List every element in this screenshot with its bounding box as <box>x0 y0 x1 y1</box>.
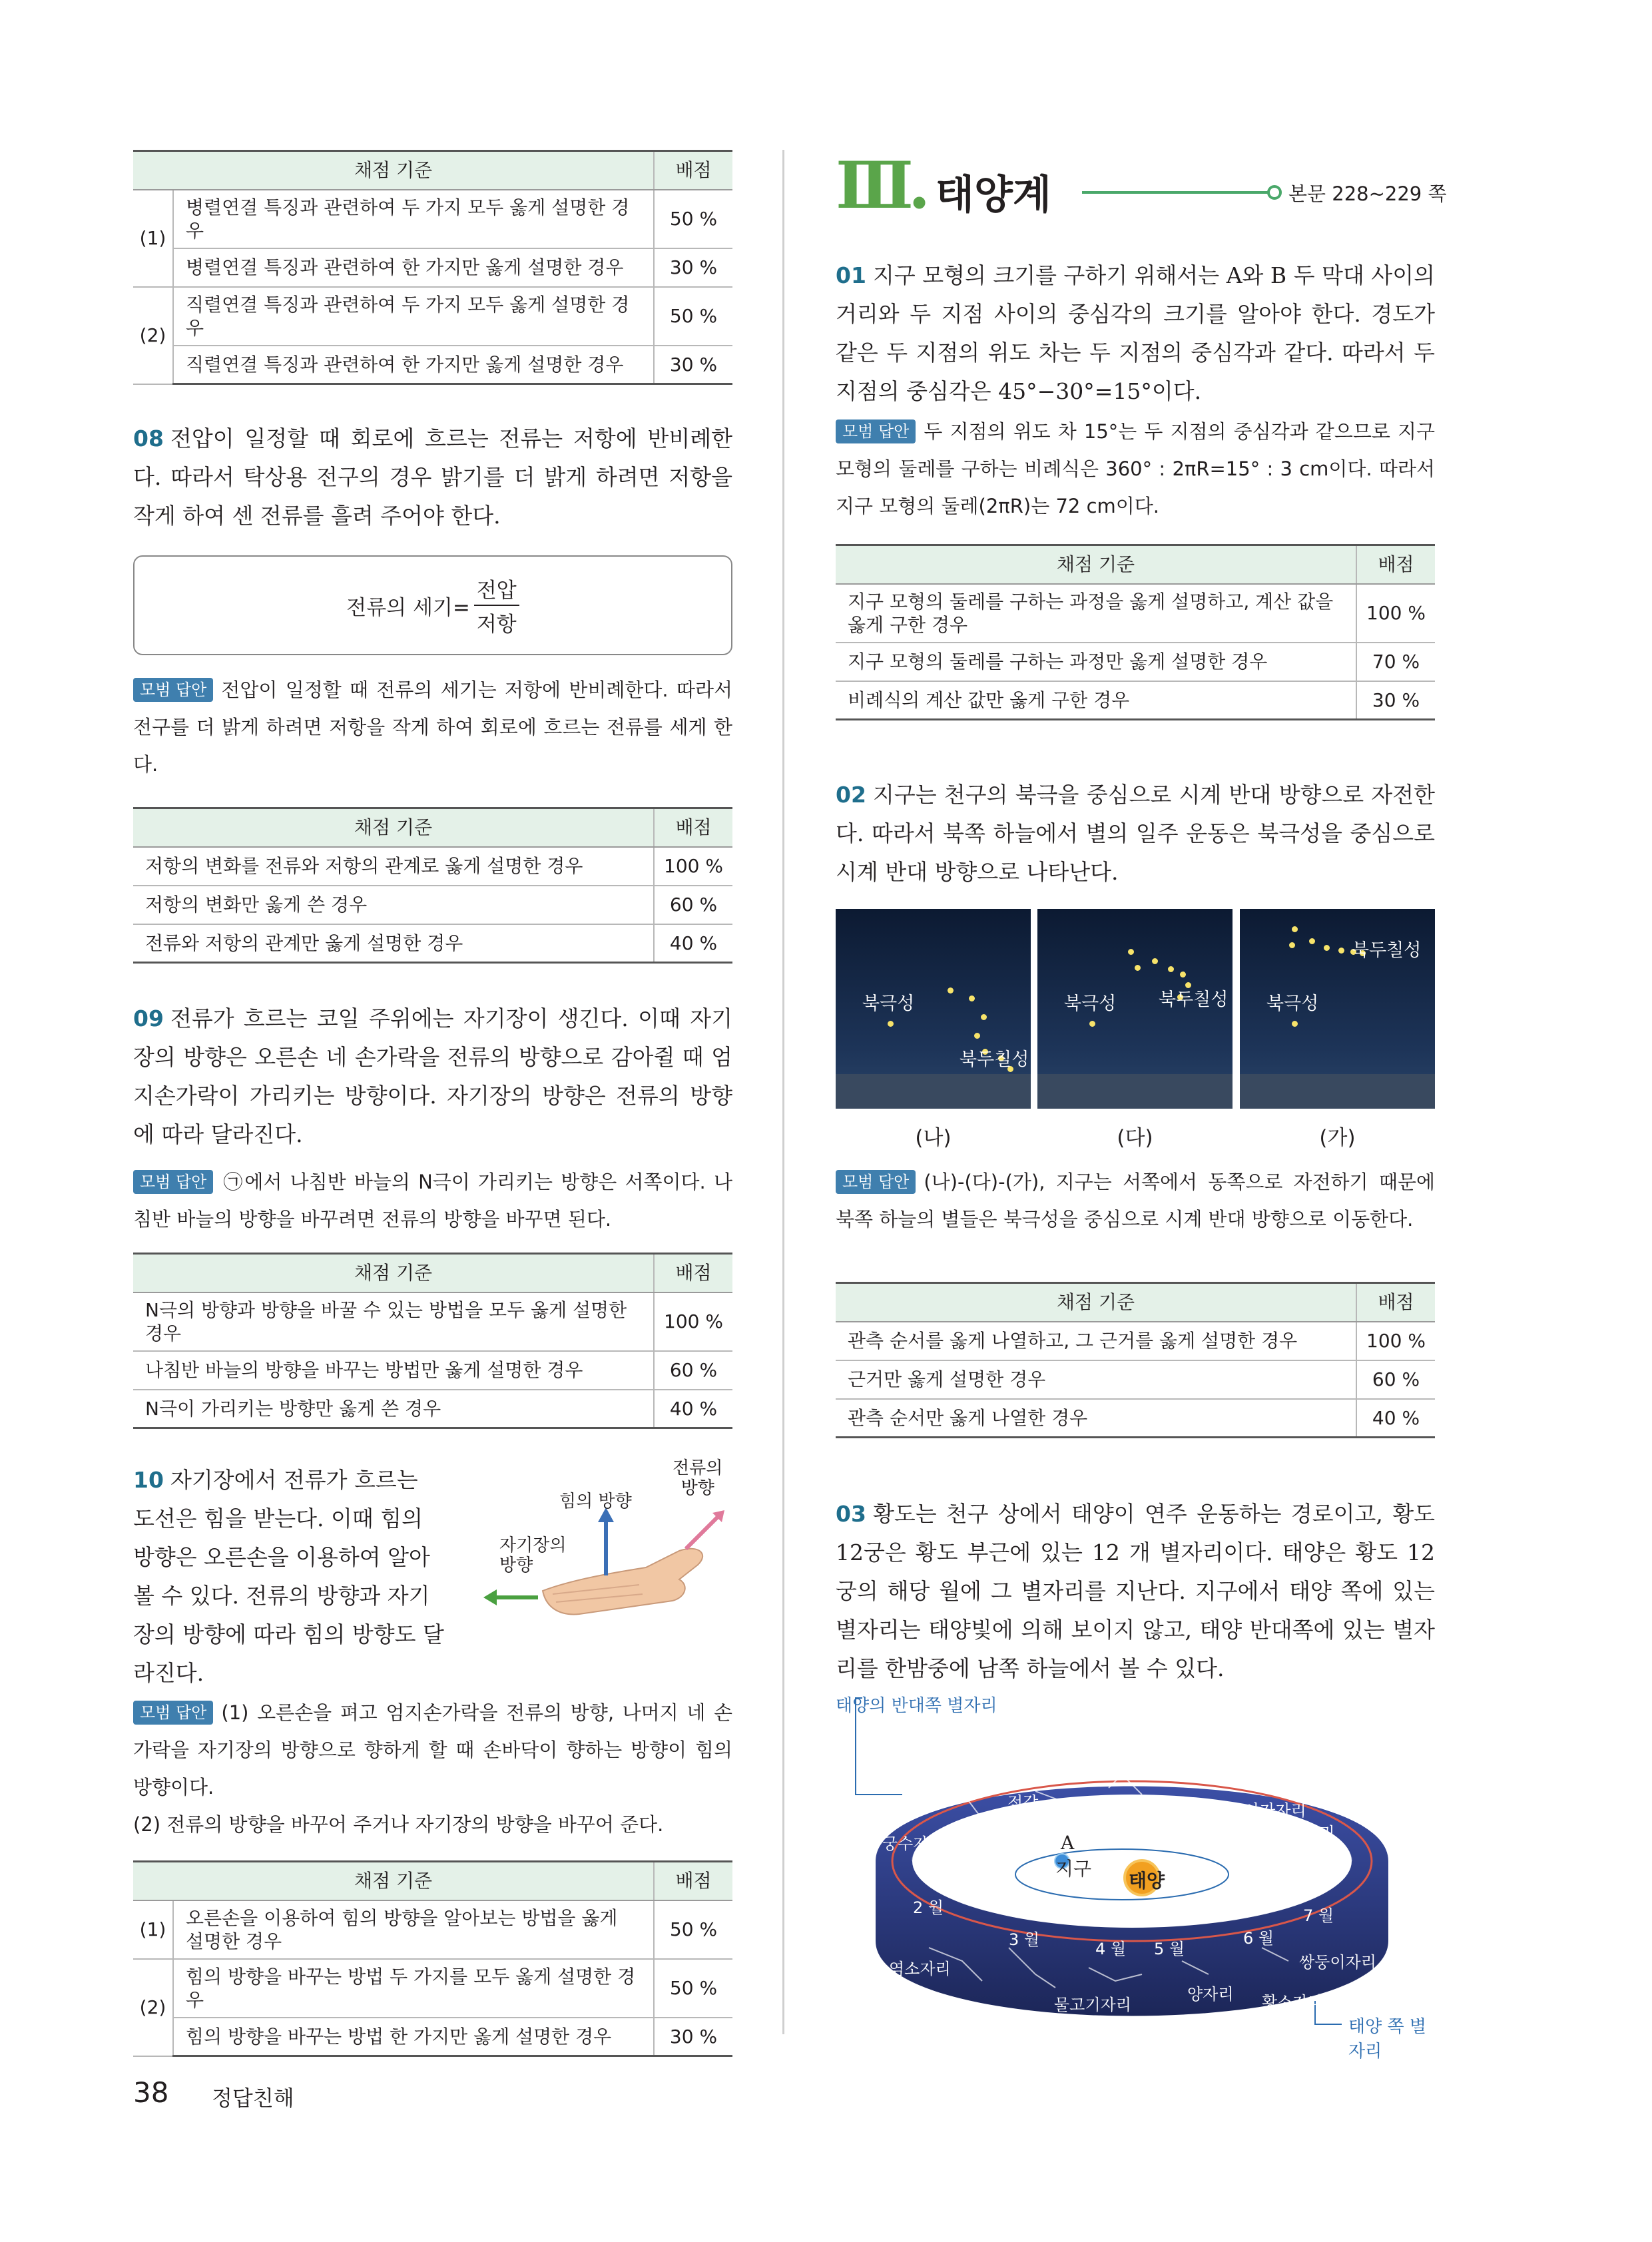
constellation-label: 궁수자리 <box>882 1834 944 1853</box>
polaris-label: 북극성 <box>862 993 915 1014</box>
formula-lhs: 전류의 세기= <box>346 595 470 620</box>
score-cell: 30 % <box>1356 681 1435 720</box>
grading-table-01 <box>836 544 1435 720</box>
score-cell: 30 % <box>654 248 732 287</box>
criteria-cell: 저항의 변화만 옳게 쓴 경우 <box>133 886 654 924</box>
city-silhouette <box>836 1074 1031 1109</box>
city-silhouette <box>1037 1074 1233 1109</box>
model-answer-badge: 모범 답안 <box>133 1701 213 1725</box>
formula-box <box>133 555 732 655</box>
model-answer-10-part2: (2) 전류의 방향을 바꾸어 주거나 자기장의 방향을 바꾸어 준다. <box>133 1813 664 1836</box>
table-row <box>836 584 1435 643</box>
table-header-score: 배점 <box>654 1862 732 1900</box>
city-silhouette <box>1240 1074 1435 1109</box>
constellation-label: 물병자리 <box>962 2012 1024 2030</box>
table-header-criteria: 채점 기준 <box>836 1283 1356 1322</box>
sun-label: 태양 <box>1129 1870 1165 1892</box>
table-header-score: 배점 <box>654 808 732 847</box>
model-answer-badge: 모범 답안 <box>133 678 213 702</box>
month-label: 2 월 <box>913 1898 944 1917</box>
month-label: 4 월 <box>1095 1940 1127 1958</box>
panel-caption: (가) <box>1319 1126 1356 1150</box>
sun-side-callout: 태양 쪽 별자리 <box>1348 2017 1426 2062</box>
criteria-cell: 직렬연결 특징과 관련하여 한 가지만 옳게 설명한 경우 <box>173 346 654 384</box>
grading-table-09 <box>133 1253 732 1429</box>
chapter-title: 태양계 <box>936 172 1051 218</box>
question-number: 09 <box>133 1005 164 1031</box>
criteria-cell: 직렬연결 특징과 관련하여 두 가지 모두 옳게 설명한 경우 <box>173 287 654 346</box>
current-direction-label <box>673 1458 722 1498</box>
table-header-criteria: 채점 기준 <box>133 808 654 847</box>
question-text: 전류가 흐르는 코일 주위에는 자기장이 생긴다. 이때 자기장의 방향은 오른손 네 손가락을 전류의 방향으로 감아쥘 때 엄지손가락이 가리키는 방향이다. 자기장의 방향은 전류의 방향에 따라 달라진다. <box>133 1005 732 1147</box>
table-header-criteria: 채점 기준 <box>133 151 654 190</box>
model-answer-08 <box>133 671 732 783</box>
footer-book-title: 정답친해 <box>212 2086 294 2111</box>
question-number: 03 <box>836 1501 866 1527</box>
chapter-number: Ⅲ. <box>836 148 926 223</box>
field-direction-label <box>499 1536 566 1575</box>
formula-numerator: 전압 <box>474 573 519 606</box>
dipper-star <box>981 1014 987 1020</box>
constellation-label: 황소자리 <box>1262 1993 1324 2012</box>
constellation-label: 물고기자리 <box>1054 1996 1131 2014</box>
question-02 <box>836 776 1435 892</box>
right-hand-rule-figure <box>479 1458 732 1687</box>
page-number: 38 <box>133 2076 169 2109</box>
constellation-label: 염소자리 <box>889 1960 951 1978</box>
criteria-cell: N극의 방향과 방향을 바꿀 수 있는 방법을 모두 옳게 설명한 경우 <box>133 1292 654 1351</box>
criteria-cell: 힘의 방향을 바꾸는 방법 두 가지를 모두 옳게 설명한 경우 <box>173 1959 654 2018</box>
question-01 <box>836 256 1435 411</box>
score-cell: 100 % <box>1356 584 1435 643</box>
force-direction-label: 힘의 방향 <box>559 1492 632 1512</box>
score-cell: 50 % <box>654 190 732 248</box>
polaris-star <box>1292 1021 1298 1027</box>
score-cell: 60 % <box>1356 1360 1435 1399</box>
panel-caption: (다) <box>1117 1126 1153 1150</box>
constellation-label: 사자자리 <box>1244 1801 1306 1820</box>
criteria-cell: 병렬연결 특징과 관련하여 두 가지 모두 옳게 설명한 경우 <box>173 190 654 248</box>
score-cell: 50 % <box>654 1900 732 1959</box>
table-row <box>133 1390 732 1428</box>
model-answer-01 <box>836 413 1435 525</box>
chapter-header <box>836 148 1447 223</box>
month-label: 7 월 <box>1303 1906 1334 1925</box>
row-number: (2) <box>133 287 173 384</box>
table-row <box>133 248 732 287</box>
table-row <box>133 1292 732 1351</box>
month-label: 6 월 <box>1243 1929 1274 1948</box>
table-header-score: 배점 <box>1356 545 1435 584</box>
panel-caption: (나) <box>915 1126 952 1150</box>
question-number: 08 <box>133 425 164 451</box>
grading-table-08 <box>133 807 732 964</box>
question-03 <box>836 1495 1435 1688</box>
question-text-block <box>133 1461 453 1693</box>
table-header-score: 배점 <box>654 1254 732 1292</box>
score-cell: 40 % <box>654 1390 732 1428</box>
score-cell: 30 % <box>654 346 732 384</box>
constellation-label: 처녀자리 <box>1155 1799 1217 1817</box>
polaris-star <box>1089 1021 1095 1027</box>
model-answer-02 <box>836 1163 1435 1238</box>
month-label: 10 월 <box>1149 1732 1190 1751</box>
current-label-line2: 방향 <box>681 1478 714 1498</box>
table-header-criteria: 채점 기준 <box>133 1254 654 1292</box>
dipper-star <box>1292 926 1298 932</box>
point-a-label: A <box>1061 1832 1075 1854</box>
question-08 <box>133 420 732 535</box>
question-text: 지구 모형의 크기를 구하기 위해서는 A와 B 두 막대 사이의 거리와 두 지점 사이의 중심각의 크기를 알아야 한다. 경도가 같은 두 지점의 위도 차는 두 지점의 중심각과 같다. 따라서 두 지점의 중심각은 45°−30°=15°이다. <box>836 262 1435 404</box>
criteria-cell: 관측 순서만 옳게 나열한 경우 <box>836 1399 1356 1438</box>
month-label: 9 월 <box>1260 1751 1292 1769</box>
dipper-star <box>1309 938 1315 944</box>
score-cell: 100 % <box>1356 1322 1435 1360</box>
table-row <box>836 681 1435 720</box>
month-label: 5 월 <box>1154 1940 1185 1958</box>
month-label: 3 월 <box>1009 1930 1040 1949</box>
dipper-star <box>1289 942 1295 948</box>
criteria-cell: 전류와 저항의 관계만 옳게 설명한 경우 <box>133 924 654 963</box>
model-answer-badge: 모범 답안 <box>836 1170 916 1194</box>
table-row <box>133 346 732 384</box>
answer-text: ㉠에서 나침반 바늘의 N극이 가리키는 방향은 서쪽이다. 나침반 바늘의 방향을 바꾸려면 전류의 방향을 바꾸면 된다. <box>133 1171 732 1231</box>
table-row <box>133 2018 732 2056</box>
dipper-star <box>1135 965 1141 971</box>
answer-text: 전압이 일정할 때 전류의 세기는 저항에 반비례한다. 따라서 전구를 더 밝게 하려면 저항을 작게 하여 회로에 흐르는 전류를 세게 한다. <box>133 679 732 776</box>
row-number: (2) <box>133 1959 173 2056</box>
grading-table-07 <box>133 150 732 385</box>
column-divider <box>782 150 784 2034</box>
table-header-score: 배점 <box>654 151 732 190</box>
dipper-label: 북두칠성 <box>960 1049 1029 1070</box>
score-cell: 40 % <box>1356 1399 1435 1438</box>
score-cell: 40 % <box>654 924 732 963</box>
score-cell: 100 % <box>654 1292 732 1351</box>
score-cell: 60 % <box>654 886 732 924</box>
table-header-criteria: 채점 기준 <box>836 545 1356 584</box>
constellation-label: 양자리 <box>1187 1985 1234 2004</box>
zodiac-ring-svg <box>836 1695 1435 2034</box>
sky-panel-ga <box>1240 909 1435 1109</box>
dipper-star <box>974 1033 980 1039</box>
textbook-page-reference: 본문 228~229 쪽 <box>1288 182 1447 205</box>
zodiac-diagram <box>836 1695 1435 2062</box>
row-number: (1) <box>133 1900 173 1959</box>
formula-denominator: 저항 <box>476 613 517 637</box>
grading-table-02 <box>836 1282 1435 1438</box>
score-cell: 100 % <box>654 847 732 886</box>
criteria-cell: 힘의 방향을 바꾸는 방법 한 가지만 옳게 설명한 경우 <box>173 2018 654 2056</box>
criteria-cell: N극이 가리키는 방향만 옳게 쓴 경우 <box>133 1390 654 1428</box>
constellation-label: 전갈자리 <box>1007 1793 1039 1830</box>
table-row <box>836 1399 1435 1438</box>
table-header-score: 배점 <box>1356 1283 1435 1322</box>
question-text: 황도는 천구 상에서 태양이 연주 운동하는 경로이고, 황도 12궁은 황도 부근에 있는 12 개 별자리이다. 태양은 황도 12궁의 해당 월에 그 별자리를 지난다. 지구에서 태양 쪽에 있는 별자리는 태양빛에 의해 보이지 않고, 태양 반대쪽에 있는 별자리를 한밤중에 남쪽 하늘에서 볼 수 있다. <box>836 1501 1435 1681</box>
sky-panel-da <box>1037 909 1233 1109</box>
dipper-star <box>1324 945 1330 951</box>
table-row <box>133 924 732 963</box>
table-header-criteria: 채점 기준 <box>133 1862 654 1900</box>
month-label: 12 월 <box>969 1748 1010 1767</box>
constellation-label: 게자리 <box>1288 1824 1335 1842</box>
table-row <box>836 1322 1435 1360</box>
criteria-cell: 저항의 변화를 전류와 저항의 관계로 옳게 설명한 경우 <box>133 847 654 886</box>
criteria-cell: 지구 모형의 둘레를 구하는 과정을 옳게 설명하고, 계산 값을 옳게 구한 경우 <box>836 584 1356 643</box>
answer-text: 두 지점의 위도 차 15°는 두 지점의 중심각과 같으므로 지구 모형의 둘레를 구하는 비례식은 360° : 2πR=15° : 3 cm이다. 따라서 지구 모형의 둘레(2πR)는 72 cm이다. <box>836 420 1435 517</box>
criteria-cell: 관측 순서를 옳게 나열하고, 그 근거를 옳게 설명한 경우 <box>836 1322 1356 1360</box>
chapter-rule-dot <box>1267 185 1282 200</box>
chapter-rule <box>1082 191 1268 194</box>
star-trail-figure <box>836 909 1435 1155</box>
polaris-star <box>888 1021 894 1027</box>
question-line: 라진다. <box>133 1660 204 1686</box>
dipper-star <box>1152 958 1158 964</box>
polaris-label: 북극성 <box>1064 993 1117 1014</box>
earth-label: 지구 <box>1055 1858 1092 1880</box>
model-answer-badge: 모범 답안 <box>133 1170 213 1194</box>
score-cell: 50 % <box>654 1959 732 2018</box>
question-line: 장의 방향에 따라 힘의 방향도 달 <box>133 1621 444 1647</box>
question-number: 01 <box>836 262 866 288</box>
question-number: 02 <box>836 782 866 808</box>
criteria-cell: 오른손을 이용하여 힘의 방향을 알아보는 방법을 옳게 설명한 경우 <box>173 1900 654 1959</box>
row-number: (1) <box>133 190 173 287</box>
score-cell: 30 % <box>654 2018 732 2056</box>
dipper-label: 북두칠성 <box>1159 989 1229 1010</box>
score-cell: 60 % <box>654 1351 732 1390</box>
month-label: 11 월 <box>1062 1732 1103 1751</box>
model-answer-10 <box>133 1694 732 1806</box>
month-label: 8 월 <box>1320 1780 1352 1799</box>
current-label-line1: 전류의 <box>673 1458 723 1478</box>
left-column <box>133 150 732 2057</box>
model-answer-09 <box>133 1163 732 1238</box>
constellation-label: 쌍둥이자리 <box>1299 1953 1376 1972</box>
table-row <box>133 190 732 248</box>
table-row <box>836 643 1435 681</box>
field-label-line1: 자기장의 <box>499 1536 567 1555</box>
criteria-cell: 지구 모형의 둘레를 구하는 과정만 옳게 설명한 경우 <box>836 643 1356 681</box>
model-answer-badge: 모범 답안 <box>836 420 916 443</box>
table-row <box>133 886 732 924</box>
month-label: 1 월 <box>902 1787 934 1805</box>
question-text: 지구는 천구의 북극을 중심으로 시계 반대 방향으로 자전한다. 따라서 북쪽 하늘에서 별의 일주 운동은 북극성을 중심으로 시계 반대 방향으로 나타난다. <box>836 782 1435 885</box>
question-line: 방향은 오른손을 이용하여 알아 <box>133 1544 430 1570</box>
criteria-cell: 근거만 옳게 설명한 경우 <box>836 1360 1356 1399</box>
opposite-side-callout: 태양의 반대쪽 별자리 <box>836 1696 997 1716</box>
score-cell: 70 % <box>1356 643 1435 681</box>
question-number: 10 <box>133 1467 164 1493</box>
dipper-star <box>969 995 975 1001</box>
table-row <box>133 847 732 886</box>
table-row <box>133 1959 732 2018</box>
formula-fraction <box>474 573 519 637</box>
table-row <box>836 1360 1435 1399</box>
question-line: 자기장에서 전류가 흐르는 <box>170 1467 418 1493</box>
dipper-label: 북두칠성 <box>1352 940 1422 961</box>
question-09 <box>133 999 732 1154</box>
question-10 <box>133 1458 732 1687</box>
constellation-label: 천칭자리 <box>1062 1799 1124 1817</box>
criteria-cell: 비례식의 계산 값만 옳게 구한 경우 <box>836 681 1356 720</box>
dipper-star <box>1338 948 1344 954</box>
field-label-line2: 방향 <box>499 1555 533 1575</box>
dipper-star <box>1168 966 1174 972</box>
dipper-star <box>1128 949 1134 955</box>
question-line: 도선은 힘을 받는다. 이때 힘의 <box>133 1506 423 1532</box>
answer-text: (나)-(다)-(가), 지구는 서쪽에서 동쪽으로 자전하기 때문에 북쪽 하늘의 별들은 북극성을 중심으로 시계 반대 방향으로 이동한다. <box>836 1171 1435 1231</box>
answer-text-1: (1) 오른손을 펴고 엄지손가락을 전류의 방향, 나머지 네 손가락을 자기장의 방향으로 향하게 할 때 손바닥이 향하는 방향이 힘의 방향이다. <box>133 1701 732 1799</box>
dipper-star <box>1180 972 1186 978</box>
polaris-label: 북극성 <box>1266 993 1319 1014</box>
table-row <box>133 1351 732 1390</box>
table-row <box>133 1900 732 1959</box>
question-line: 볼 수 있다. 전류의 방향과 자기 <box>133 1583 430 1609</box>
table-row <box>133 287 732 346</box>
grading-table-10 <box>133 1860 732 2057</box>
question-text: 전압이 일정할 때 회로에 흐르는 전류는 저항에 반비례한다. 따라서 탁상용 전구의 경우 밝기를 더 밝게 하려면 저항을 작게 하여 센 전류를 흘려 주어야 한다. <box>133 425 732 529</box>
score-cell: 50 % <box>654 287 732 346</box>
dipper-star <box>948 987 954 993</box>
criteria-cell: 병렬연결 특징과 관련하여 한 가지만 옳게 설명한 경우 <box>173 248 654 287</box>
criteria-cell: 나침반 바늘의 방향을 바꾸는 방법만 옳게 설명한 경우 <box>133 1351 654 1390</box>
sky-panel-na <box>836 909 1031 1109</box>
